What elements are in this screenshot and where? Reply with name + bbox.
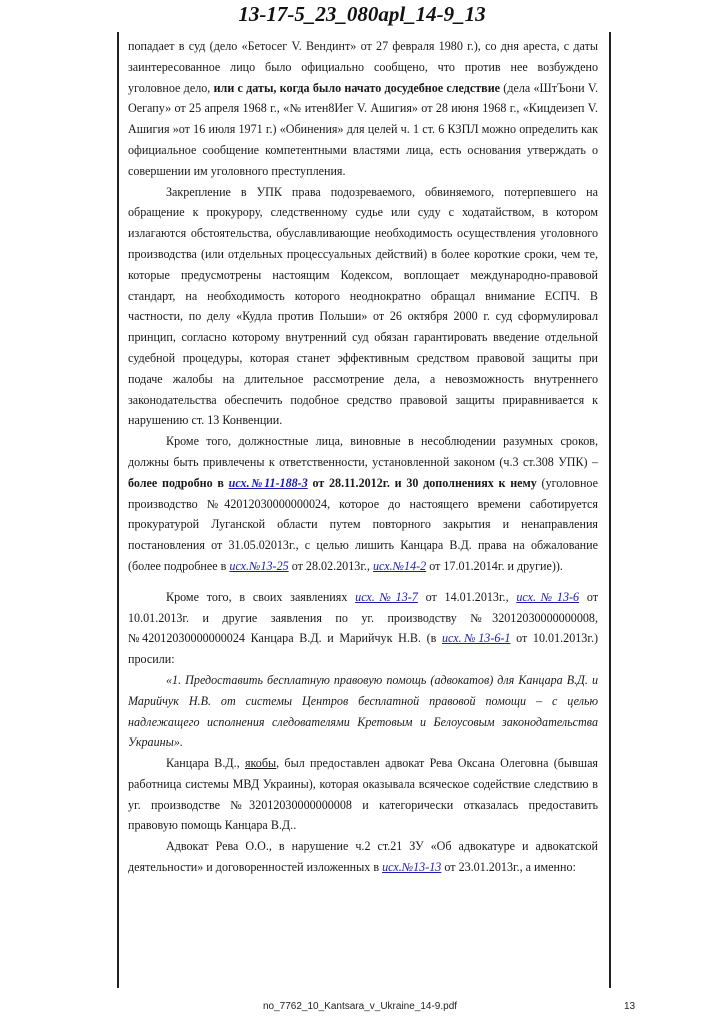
paragraph-4: Кроме того, в своих заявлениях исх.№13-7 от 14.01.2013г., исх.№13-6 от 10.01.2013г. и другие заявления по уг. производству №32012030000000008, №42012030000000024 Канцара В.Д. и Марийчук Н.В. (в исх.№13-6-1 от 10.01.2013г.) просили:	[128, 589, 599, 667]
link-13-6[interactable]: исх.№13-6	[516, 589, 580, 604]
footer-filename: no_7762_10_Kantsara_v_Ukraine_14-9.pdf	[263, 1001, 458, 1012]
link-13-6-1[interactable]: исх.№13-6-1	[441, 631, 511, 646]
link-13-25[interactable]: исх.№13-25	[229, 558, 289, 573]
paragraph-2: Закрепление в УПК права подозреваемого, обвиняемого, потерпевшего на обращение к прокурору, следственному судье или суду с ходатайством, в котором излагаются обстоятельства, обуславливающие необходимость осуществления уголовного производства (или отдельных процессуальных действий) в более короткие сроки, чем те, которые предусмотрены настоящим Кодексом, воплощает международно-правовой стандарт, на необходимость которого неоднократно обращал внимание ЕСПЧ. В частности, по делу «Кудла против Польши» от 26 октября 2000 г. суд сформулировал принцип, согласно которому внутренний суд обязан гарантировать введение отдельной судебной процедуры, которая станет эффективным средством правовой защиты при подаче жалобы на длительное рассмотрение дела, а невозможность внутреннего законодательства обеспечить подобное средство правовой защиты приравнивается к нарушению ст. 13 Конвенции.	[128, 184, 598, 428]
paragraph-7: Адвокат Рева О.О., в нарушение ч.2 ст.21 ЗУ «Об адвокатуре и адвокатской деятельности» и договоренностей изложенных в исх.№13-13 от 23.01.2013г., а именно:	[128, 839, 598, 875]
link-11-188-3[interactable]: исх.№11-188-3	[228, 475, 308, 490]
document-body	[128, 36, 598, 878]
document-title: 13-17-5_23_080apl_14-9_13	[238, 2, 486, 26]
link-13-13[interactable]: исх.№13-13	[382, 860, 442, 875]
link-14-2[interactable]: исх.№14-2	[372, 558, 427, 573]
page-number: 13	[624, 1001, 636, 1012]
paragraph-1: попадает в суд (дело «Бетосег V. Вендинт» от 27 февраля 1980 г.), со дня ареста, с даты заинтересованное лицо было официально сообщено, что против нее возбуждено уголовное дело, или с даты, когда было начато досудебное следствие (дела «ШтЪони V. Оегапу» от 25 апреля 1968 г., «№ итен8Иег V. Ашигия» от 28 июня 1968 г., «Кицдеизеп V. Ашигия »от 16 июля 1971 г.) «Обинения» для целей ч. 1 ст. 6 КЗПЛ можно определить как официальное сообщение компетентными властями лица, есть основания утверждать о совершении им уголовного преступления.	[128, 39, 599, 178]
paragraph-6: Канцара В.Д., якобы, был предоставлен адвокат Рева Оксана Олеговна (бывшая работница системы МВД Украины), которая оказывала всяческое содействие следствию в уг. производстве №32012030000000008 и категорически отказалась предоставить правовую помощь Канцара В.Д..	[128, 756, 598, 833]
link-13-7[interactable]: исх.№13-7	[355, 589, 418, 604]
paragraph-3: Кроме того, должностные лица, виновные в несоблюдении разумных сроков, должны быть привлечены к ответственности, установленной законом (ч.3 ст.308 УПК) – более подробно в исх.№11-188-3 от 28.11.2012г. и 30 дополнениях к нему (уголовное производство №42012030000000024, которое до настоящего времени саботируется прокуратурой Луганской области путем повторного закрытия и ненаправления постановления от 31.05.02013г., с целью лишить Канцара В.Д. права на обжалование (более подробнее в исх.№13-25 от 28.02.2013г., исх.№14-2 от 17.01.2014г. и другие)).	[128, 434, 598, 573]
paragraph-5-quote: «1. Предоставить бесплатную правовую помощь (адвокатов) для Канцара В.Д. и Марийчук Н.В. от системы Центров бесплатной правовой помощи – с целью надлежащего исполнения следователями Кретовым и Белоусовым законодательства Украины».	[128, 672, 598, 750]
